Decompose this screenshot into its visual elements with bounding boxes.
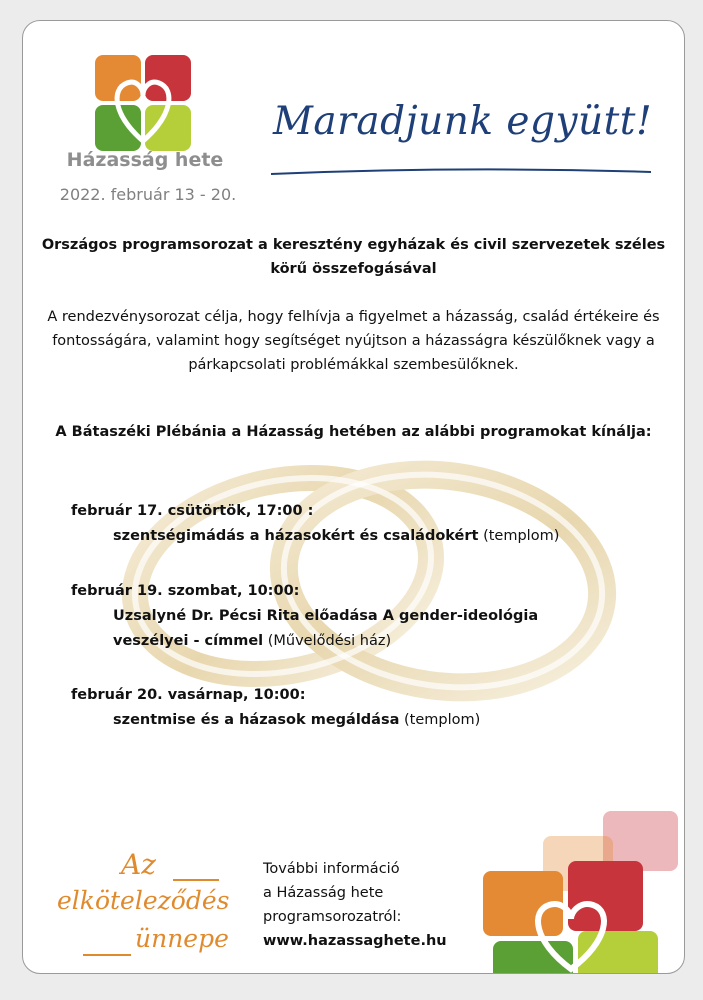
event-2	[71, 579, 661, 654]
event-location: (templom)	[483, 528, 560, 544]
tagline-underline	[271, 164, 651, 178]
decorative-squares-logo	[453, 801, 684, 973]
event-date: február 20. vasárnap, 10:00:	[71, 687, 306, 703]
event-title: szentmise és a házasok megáldása	[113, 712, 400, 728]
logo-title: Házasság hete	[66, 149, 224, 171]
slogan-underline-2	[83, 954, 131, 956]
hazassag-hete-logo	[93, 53, 193, 153]
slogan-line-3: ünnepe	[135, 924, 229, 953]
event-title: szentségimádás a házasokért és családokért	[113, 528, 479, 544]
slogan	[49, 844, 239, 964]
event-3	[71, 683, 661, 733]
event-date: február 17. csütörtök, 17:00 :	[71, 503, 314, 519]
event-date: február 19. szombat, 10:00:	[71, 583, 300, 599]
slogan-line-2: elköteleződés	[57, 886, 230, 915]
footer-info-line-2: a Házasság hete	[263, 885, 384, 901]
footer-info-line-3: programsorozatról:	[263, 909, 402, 925]
program-intro: A Bátaszéki Plébánia a Házasság hetében az alábbi programokat kínálja:	[55, 424, 652, 440]
tagline: Maradjunk együtt!	[273, 99, 653, 144]
event-title: Uzsalyné Dr. Pécsi Rita előadása A gender-ideológia veszélyei - címmel	[113, 608, 539, 649]
footer-info	[263, 857, 473, 953]
description: A rendezvénysorozat célja, hogy felhívja a figyelmet a házasság, család értékeire és fontosságára, valamint hogy segítséget nyújtson a házasságra készülőknek vagy a párkapcsolati problémákkal szembesülőknek.	[47, 309, 660, 373]
website-link[interactable]: www.hazassaghete.hu	[263, 933, 447, 949]
event-location: (templom)	[403, 712, 481, 728]
event-date-range: 2022. február 13 - 20.	[59, 185, 237, 204]
footer-info-line-1: További információ	[263, 861, 400, 877]
event-location: (Művelődési ház)	[267, 633, 392, 649]
slogan-underline-1	[173, 879, 219, 881]
event-1	[71, 499, 661, 549]
slogan-line-1: Az	[121, 848, 156, 881]
headline: Országos programsorozat a keresztény egyházak és civil szervezetek széles körű összefogásával	[41, 237, 666, 277]
poster	[22, 20, 685, 974]
